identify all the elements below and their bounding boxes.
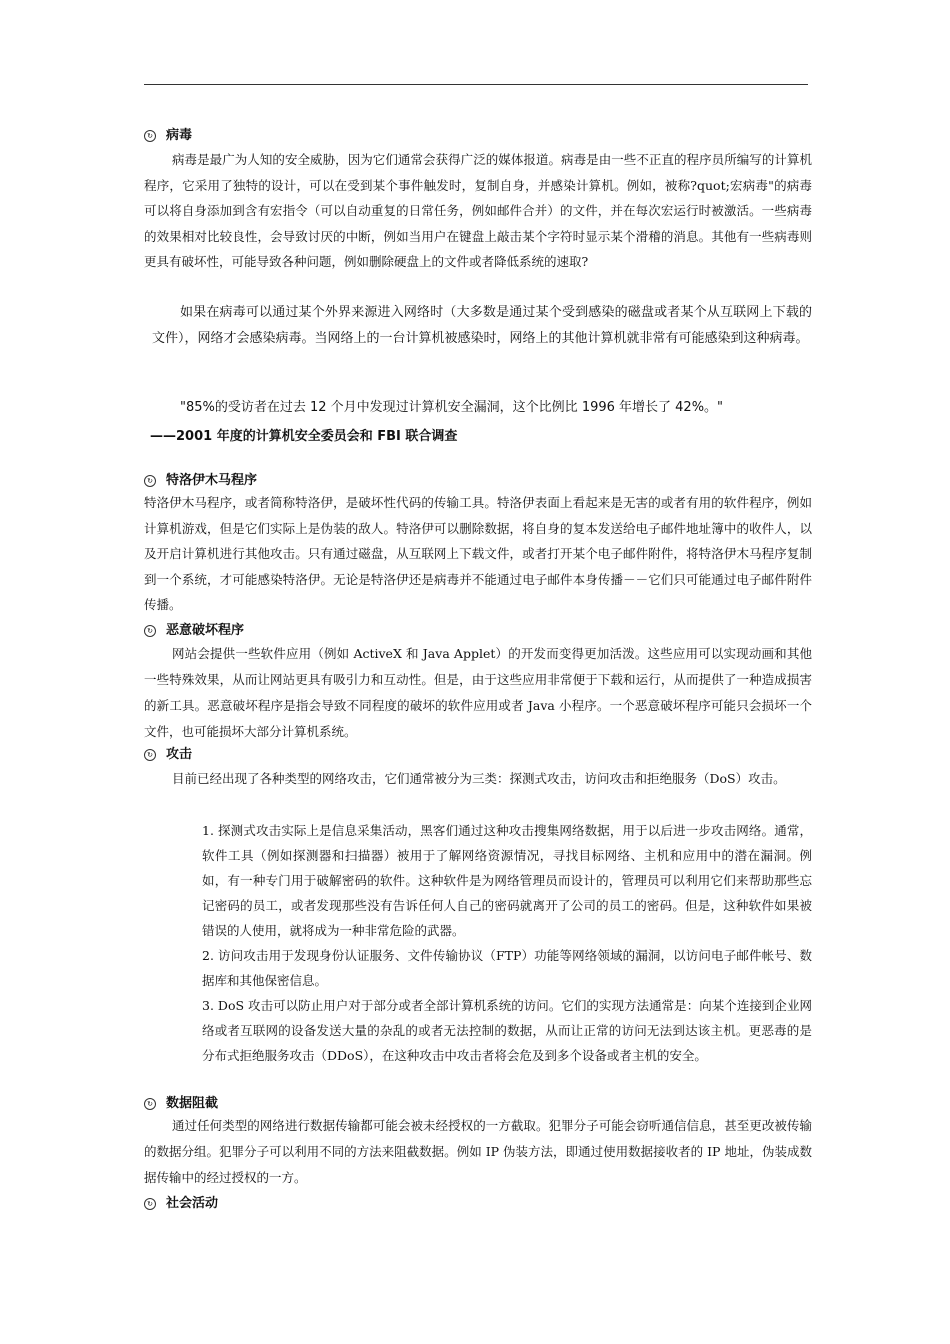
attack-item-dos: 3. DoS 攻击可以防止用户对于部分或者全部计算机系统的访问。它们的实现方法通常是：向某个连接到企业网络或者互联网的设备发送大量的杂乱的或者无法控制的数据，从而让正常的访问无法到达该主机。更恶毒的是分布式拒绝服务攻击（DDoS），在这种攻击中攻击者将会危及到多个设备或者主机的安全。 xyxy=(202,998,812,1063)
clock-bullet-icon: ↻ xyxy=(144,625,156,637)
clock-bullet-icon: ↻ xyxy=(144,1098,156,1110)
clock-bullet-icon: ↻ xyxy=(144,749,156,761)
section-heading-attack: ↻ 攻击 xyxy=(144,746,192,764)
header-rule xyxy=(144,84,808,85)
virus-paragraph-2: 如果在病毒可以通过某个外界来源进入网络时（大多数是通过某个受到感染的磁盘或者某个从互联网上下载的文件），网络才会感染病毒。当网络上的一台计算机被感染时，网络上的其他计算机就非常有可能感染到这种病毒。 xyxy=(152,305,812,346)
section-heading-trojan: ↻ 特洛伊木马程序 xyxy=(144,472,257,490)
section-heading-social: ↻ 社会活动 xyxy=(144,1195,218,1213)
attack-list xyxy=(202,818,812,1068)
section-heading-malicious: ↻ 恶意破坏程序 xyxy=(144,622,244,640)
virus-paragraph-1: 病毒是最广为人知的安全威胁，因为它们通常会获得广泛的媒体报道。病毒是由一些不正直的程序员所编写的计算机程序，它采用了独特的设计，可以在受到某个事件触发时，复制自身，并感染计算机。例如，被称?quot;宏病毒"的病毒可以将自身添加到含有宏指令（可以自动重复的日常任务，例如邮件合并）的文件，并在每次宏运行时被激活。一些病毒的效果相对比较良性，会导致讨厌的中断，例如当用户在键盘上敲击某个字符时显示某个滑稽的消息。其他有一些病毒则更具有破坏性，可能导致各种问题，例如删除硬盘上的文件或者降低系统的速取? xyxy=(144,152,812,269)
malicious-paragraph: 网站会提供一些软件应用（例如 ActiveX 和 Java Applet）的开发而变得更加活泼。这些应用可以实现动画和其他一些特殊效果，从而让网站更具有吸引力和互动性。但是，由于这些应用非常便于下载和运行，从而提供了一种造成损害的新工具。恶意破坏程序是指会导致不同程度的破坏的软件应用或者 Java 小程序。一个恶意破坏程序可能只会损坏一个文件，也可能损坏大部分计算机系统。 xyxy=(144,646,812,739)
virus-quote-source: ——2001 年度的计算机安全委员会和 FBI 联合调查 xyxy=(150,429,458,444)
virus-quote: "85%的受访者在过去 12 个月中发现过计算机安全漏洞，这个比例比 1996 年增长了 42%。" xyxy=(180,400,724,415)
attack-item-access: 2. 访问攻击用于发现身份认证服务、文件传输协议（FTP）功能等网络领域的漏洞，以访问电子邮件帐号、数据库和其他保密信息。 xyxy=(202,948,812,988)
attack-intro: 目前已经出现了各种类型的网络攻击，它们通常被分为三类：探测式攻击，访问攻击和拒绝服务（DoS）攻击。 xyxy=(172,771,786,786)
attack-item-probe: 1. 探测式攻击实际上是信息采集活动，黑客们通过这种攻击搜集网络数据，用于以后进一步攻击网络。通常，软件工具（例如探测器和扫描器）被用于了解网络资源情况，寻找目标网络、主机和应用中的潜在漏洞。例如，有一种专门用于破解密码的软件。这种软件是为网络管理员而设计的，管理员可以利用它们来帮助那些忘记密码的员工，或者发现那些没有告诉任何人自己的密码就离开了公司的员工的密码。但是，这种软件如果被错误的人使用，就将成为一种非常危险的武器。 xyxy=(202,823,812,938)
clock-bullet-icon: ↻ xyxy=(144,130,156,142)
trojan-paragraph: 特洛伊木马程序，或者简称特洛伊，是破坏性代码的传输工具。特洛伊表面上看起来是无害的或者有用的软件程序，例如计算机游戏，但是它们实际上是伪装的敌人。特洛伊可以删除数据，将自身的复本发送给电子邮件地址簿中的收件人，以及开启计算机进行其他攻击。只有通过磁盘，从互联网上下载文件，或者打开某个电子邮件附件，将特洛伊木马程序复制到一个系统，才可能感染特洛伊。无论是特洛伊还是病毒并不能通过电子邮件本身传播－－它们只可能通过电子邮件附件传播。 xyxy=(144,495,812,612)
intercept-paragraph: 通过任何类型的网络进行数据传输都可能会被未经授权的一方截取。犯罪分子可能会窃听通信信息，甚至更改被传输的数据分组。犯罪分子可以利用不同的方法来阻截数据。例如 IP 伪装方法，即通过使用数据接收者的 IP 地址，伪装成数据传输中的经过授权的一方。 xyxy=(144,1118,812,1185)
section-heading-virus: ↻ 病毒 xyxy=(144,127,192,145)
clock-bullet-icon: ↻ xyxy=(144,1198,156,1210)
section-heading-intercept: ↻ 数据阻截 xyxy=(144,1095,218,1113)
clock-bullet-icon: ↻ xyxy=(144,475,156,487)
